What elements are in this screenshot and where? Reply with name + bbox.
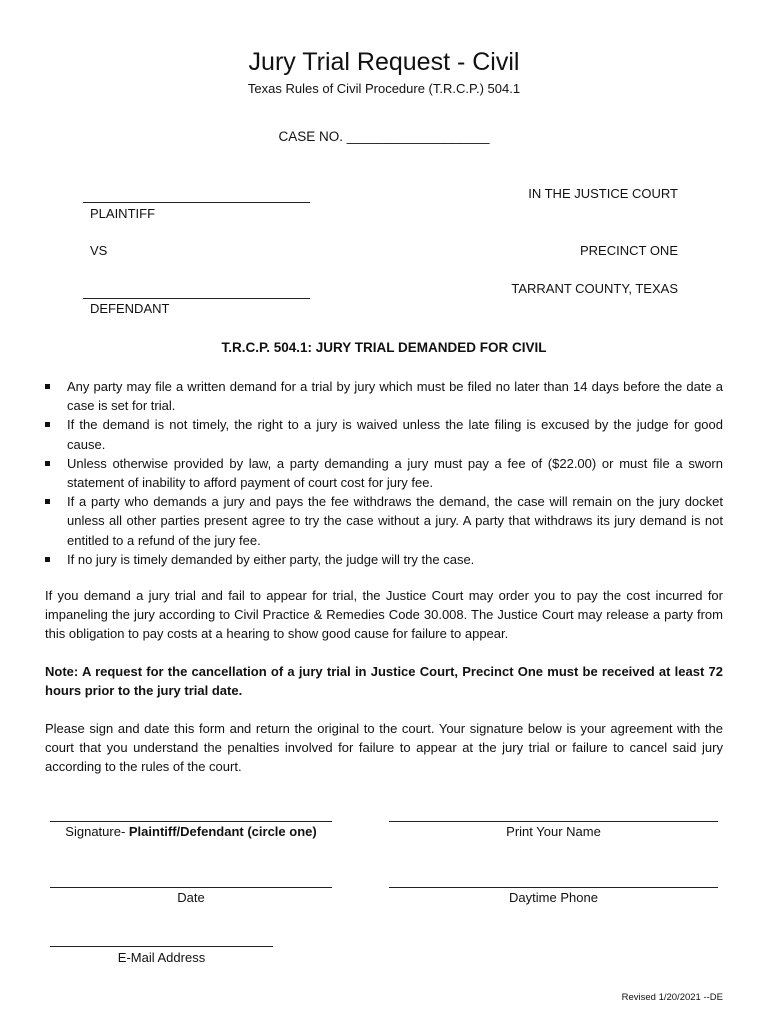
bullet-icon: [45, 461, 50, 466]
revision-note: Revised 1/20/2021 --DE: [621, 992, 723, 1003]
form-subtitle: Texas Rules of Civil Procedure (T.R.C.P.) 504.1: [247, 81, 521, 96]
instructions-paragraph: Please sign and date this form and return the original to the court. Your signature below is your agreement with the court that you understand the penalties involved for failure to appear at the jury trial or failure to cancel said jury according to the rules of the court.: [45, 721, 723, 775]
daytime-phone-line[interactable]: [389, 887, 718, 888]
bullet-icon: [45, 557, 50, 562]
signature-prefix: Signature-: [65, 824, 129, 839]
bullet-icon: [45, 384, 50, 389]
rule-text: If a party who demands a jury and pays the fee withdraws the demand, the case will remain on the jury docket unless all other parties present agree to try the case without a jury. A party that withdraws its jury demand is not entitled to a refund of the jury fee.: [67, 494, 723, 548]
list-item: [45, 492, 723, 550]
plaintiff-line[interactable]: [83, 202, 310, 203]
court-name: IN THE JUSTICE COURT: [528, 186, 678, 201]
bullet-icon: [45, 499, 50, 504]
list-item: [45, 454, 723, 492]
rule-text: Any party may file a written demand for a trial by jury which must be filed no later than 14 days before the date a case is set for trial.: [67, 379, 723, 414]
signature-party-choice: Plaintiff/Defendant (circle one): [128, 824, 317, 839]
county-label: TARRANT COUNTY, TEXAS: [511, 281, 678, 296]
precinct-label: PRECINCT ONE: [580, 243, 678, 258]
list-item: [45, 550, 723, 569]
list-item: [45, 415, 723, 453]
rules-list: [45, 377, 723, 569]
plaintiff-label: PLAINTIFF: [90, 206, 156, 221]
defendant-label: DEFENDANT: [90, 301, 170, 316]
rule-text: If the demand is not timely, the right to a jury is waived unless the late filing is excused by the judge for good cause.: [67, 417, 723, 452]
defendant-line[interactable]: [83, 298, 310, 299]
signature-line[interactable]: [50, 821, 332, 822]
cancellation-note: Note: A request for the cancellation of a jury trial in Justice Court, Precinct One must be received at least 72 hours prior to the jury trial date.: [45, 664, 723, 699]
failure-to-appear-paragraph: If you demand a jury trial and fail to appear for trial, the Justice Court may order you to pay the cost incurred for impaneling the jury according to Civil Practice & Remedies Code 30.008. The Justice Court may release a party from this obligation to pay costs at a hearing to show good cause for failure to appear.: [45, 588, 723, 642]
print-name-label: Print Your Name: [506, 824, 601, 839]
print-name-line[interactable]: [389, 821, 718, 822]
list-item: [45, 377, 723, 415]
date-label: Date: [177, 890, 205, 905]
signature-label: [50, 823, 332, 841]
email-line[interactable]: [50, 946, 273, 947]
date-line[interactable]: [50, 887, 332, 888]
case-number-field[interactable]: CASE NO. ___________________: [278, 129, 490, 144]
daytime-phone-label: Daytime Phone: [509, 890, 598, 905]
bullet-icon: [45, 422, 50, 427]
rule-text: If no jury is timely demanded by either party, the judge will try the case.: [67, 551, 475, 567]
vs-label: VS: [90, 243, 108, 258]
email-label: E-Mail Address: [117, 950, 206, 965]
rule-text: Unless otherwise provided by law, a party demanding a jury must pay a fee of ($22.00) or must file a sworn statement of inability to afford payment of court cost for jury fee.: [67, 455, 723, 491]
rules-heading: T.R.C.P. 504.1: JURY TRIAL DEMANDED FOR CIVIL: [221, 340, 547, 355]
form-title: Jury Trial Request - Civil: [248, 48, 520, 76]
